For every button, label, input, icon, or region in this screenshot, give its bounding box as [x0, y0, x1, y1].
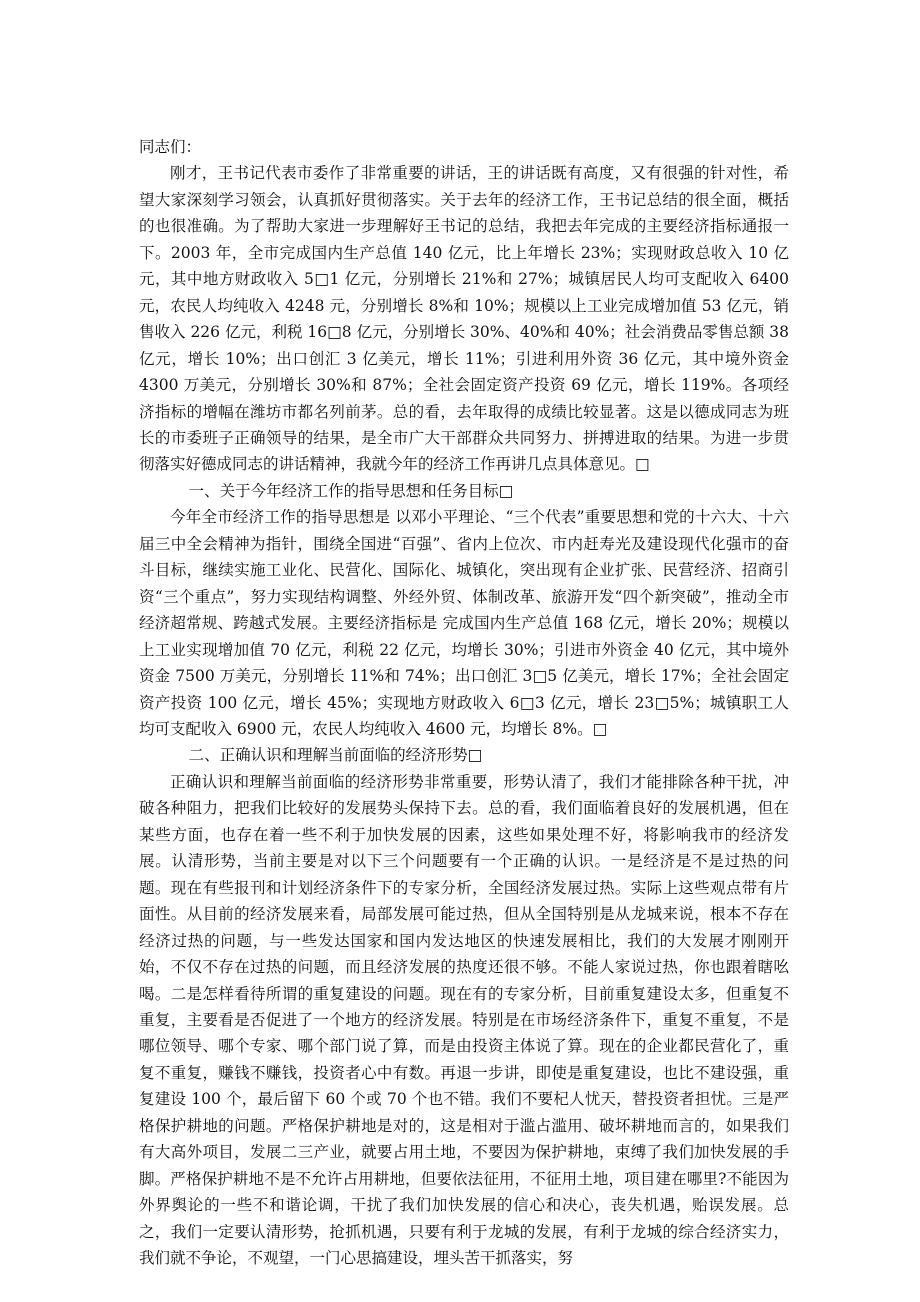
document-body — [139, 134, 789, 1271]
paragraph-review: 刚才，王书记代表市委作了非常重要的讲话，王的讲话既有高度，又有很强的针对性，希望大家深刻学习领会，认真抓好贯彻落实。关于去年的经济工作，王书记总结的很全面，概括的也很准确。为了帮助大家进一步理解好王书记的总结，我把去年完成的主要经济指标通报一下。2003 年，全市完成国内生产总值 140 亿元，比上年增长 23%；实现财政总收入 10 亿元，其中地方财政收入 5□1 亿元，分别增长 21%和 27%；城镇居民人均可支配收入 6400 元，农民人均纯收入 4248 元，分别增长 8%和 10%；规模以上工业完成增加值 53 亿元，销售收入 226 亿元，利税 16□8 亿元，分别增长 30%、40%和 40%；社会消费品零售总额 38 亿元，增长 10%；出口创汇 3 亿美元，增长 11%；引进利用外资 36 亿元，其中境外资金 4300 万美元，分别增长 30%和 87%；全社会固定资产投资 69 亿元，增长 119%。各项经济指标的增幅在潍坊市都名列前茅。总的看，去年取得的成绩比较显著。这是以德成同志为班长的市委班子正确领导的结果，是全市广大干部群众共同努力、拼搏进取的结果。为进一步贯彻落实好德成同志的讲话精神，我就今年的经济工作再讲几点具体意见。□ — [139, 164, 789, 474]
paragraph-economic-situation: 正确认识和理解当前面临的经济形势非常重要，形势认清了，我们才能排除各种干扰，冲破各种阻力，把我们比较好的发展势头保持下去。总的看，我们面临着良好的发展机遇，但在某些方面，也存在着一些不利于加快发展的因素，这些如果处理不好，将影响我市的经济发展。认清形势，当前主要是对以下三个问题要有一个正确的认识。一是经济是不是过热的问题。现在有些报刊和计划经济条件下的专家分析，全国经济发展过热。实际上这些观点带有片面性。从目前的经济发展来看，局部发展可能过热，但从全国特别是从龙城来说，根本不存在经济过热的问题，与一些发达国家和国内发达地区的快速发展相比，我们的大发展才刚刚开始，不仅不存在过热的问题，而且经济发展的热度还很不够。不能人家说过热，你也跟着瞎吆喝。二是怎样看待所谓的重复建设的问题。现在有的专家分析，目前重复建设太多，但重复不重复，主要看是否促进了一个地方的经济发展。特别是在市场经济条件下，重复不重复，不是哪位领导、哪个专家、哪个部门说了算，而是由投资主体说了算。现在的企业都民营化了，重复不重复，赚钱不赚钱，投资者心中有数。再退一步讲，即使是重复建设，也比不建设强，重复建设 100 个，最后留下 60 个或 70 个也不错。我们不要杞人忧天，替投资者担忧。三是严格保护耕地的问题。严格保护耕地是对的，这是相对于滥占滥用、破坏耕地而言的，如果我们有大高外项目，发展二三产业，就要占用土地，不要因为保护耕地，束缚了我们加快发展的手脚。严格保护耕地不是不允许占用耕地，但要依法征用，不征用土地，项目建在哪里?不能因为外界舆论的一些不和谐论调，干扰了我们加快发展的信心和决心，丧失机遇，贻误发展。总之，我们一定要认清形势，抢抓机遇，只要有利于龙城的发展，有利于龙城的综合经济实力，我们就不争论，不观望，一门心思搞建设，埋头苦干抓落实，努 — [139, 772, 789, 1268]
section-heading-2: 二、正确认识和理解当前面临的经济形势□ — [188, 746, 483, 765]
paragraph-guiding-ideology: 今年全市经济工作的指导思想是 以邓小平理论、“三个代表”重要思想和党的十六大、十六届三中全会精神为指针，围绕全国进“百强”、省内上位次、市内赶寿光及建设现代化强市的奋斗目标，继续实施工业化、民营化、国际化、城镇化，突出现有企业扩张、民营经济、招商引资“三个重点”，努力实现结构调整、外经外贸、体制改革、旅游开发“四个新突破”，推动全市经济超常规、跨越式发展。主要经济指标是 完成国内生产总值 168 亿元，增长 20%；规模以上工业实现增加值 70 亿元，利税 22 亿元，均增长 30%；引进市外资金 40 亿元，其中境外资金 7500 万美元，分别增长 11%和 74%；出口创汇 3□5 亿美元，增长 17%；全社会固定资产投资 100 亿元，增长 45%；实现地方财政收入 6□3 亿元，增长 23□5%；城镇职工人均可支配收入 6900 元，农民人均纯收入 4600 元，均增长 8%。□ — [139, 508, 789, 738]
salutation: 同志们： — [139, 138, 202, 156]
section-heading-1: 一、关于今年经济工作的指导思想和任务目标□ — [188, 481, 514, 500]
